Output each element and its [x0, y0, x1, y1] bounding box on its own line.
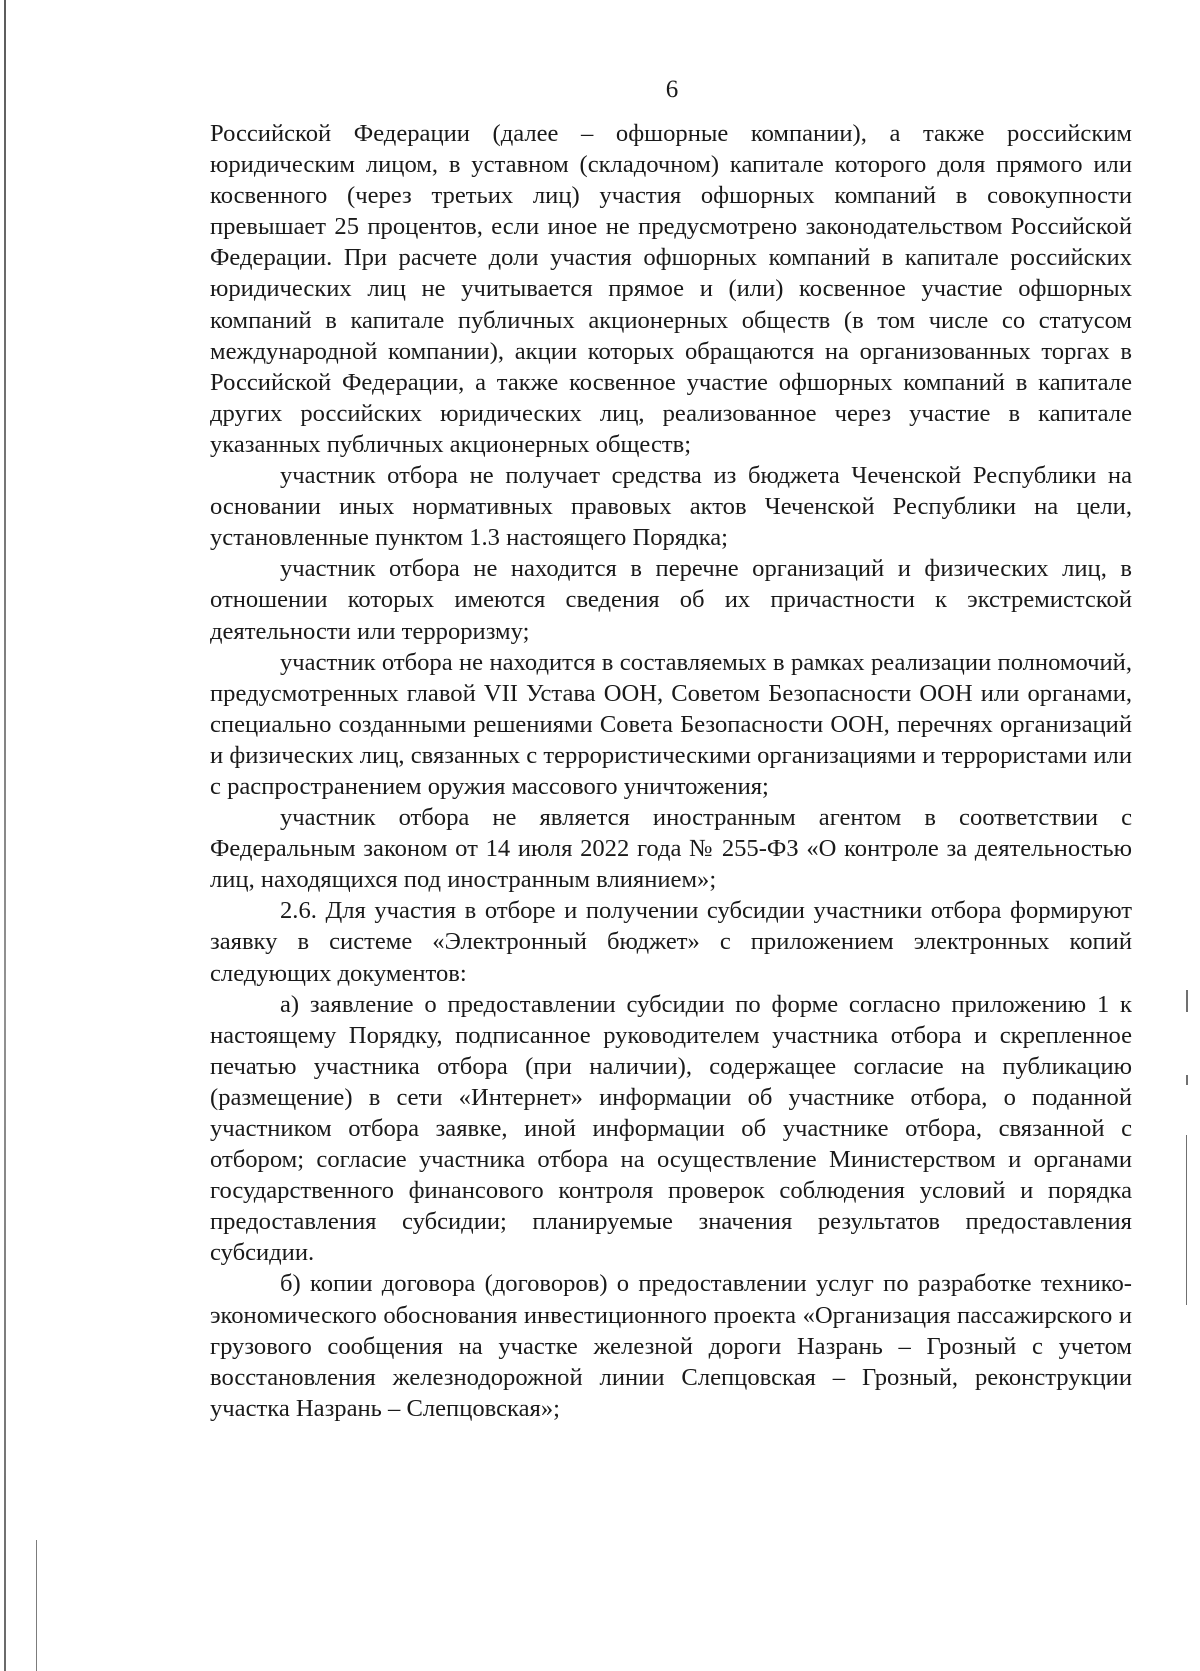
- scan-edge-left-lower: [36, 1540, 37, 1671]
- paragraph-extremism-list: участник отбора не находится в перечне организаций и физических лиц, в отношении которых имеются сведения об их причастности к экстремистской деятельности или терроризму;: [210, 555, 1132, 645]
- scan-mark: [1186, 990, 1188, 1012]
- document-body: [210, 118, 1132, 1424]
- paragraph-offshore-companies: Российской Федерации (далее – офшорные компании), а также российским юридическим лицом, в уставном (складочном) капитале которого доля прямого или косвенного (через третьих лиц) участия офшорных компаний в совокупности превышает 25 процентов, если иное не предусмотрено законодательством Российской Федерации. При расчете доли участия офшорных компаний в капитале российских юридических лиц не учитывается прямое и (или) косвенное участие офшорных компаний в капитале публичных акционерных обществ (в том числе со статусом международной компании), акции которых обращаются на организованных торгах в Российской Федерации, а также косвенное участие офшорных компаний в капитале других российских юридических лиц, реализованное через участие в капитале указанных публичных акционерных обществ;: [210, 120, 1132, 458]
- scan-edge-left: [4, 0, 6, 1671]
- scan-mark: [1186, 1075, 1188, 1085]
- paragraph-a-statement: а) заявление о предоставлении субсидии по форме согласно приложению 1 к настоящему Порядку, подписанное руководителем участника отбора и скрепленное печатью участника отбора (при наличии), содержащее согласие на публикацию (размещение) в сети «Интернет» информации об участнике отбора, о поданной участником отбора заявке, иной информации об участнике отбора, связанной с отбором; согласие участника отбора на осуществление Министерством и органами государственного финансового контроля проверок соблюдения условий и порядка предоставления субсидии; планируемые значения результатов предоставления субсидии.: [210, 990, 1132, 1267]
- scan-mark: [1186, 1135, 1187, 1305]
- paragraph-b-contracts: б) копии договора (договоров) о предоставлении услуг по разработке технико-экономического обоснования инвестиционного проекта «Организация пассажирского и грузового сообщения на участке железной дороги Назрань – Грозный с учетом восстановления железнодорожной линии Слепцовская – Грозный, реконструкции участка Назрань – Слепцовская»;: [210, 1270, 1132, 1422]
- paragraph-budget-funds: участник отбора не получает средства из бюджета Чеченской Республики на основании иных нормативных правовых актов Чеченской Республики на цели, установленные пунктом 1.3 настоящего Порядка;: [210, 462, 1132, 552]
- page-number: 6: [665, 76, 679, 103]
- paragraph-un-security-council: участник отбора не находится в составляемых в рамках реализации полномочий, предусмотренных главой VII Устава ООН, Советом Безопасности ООН или органами, специально созданными решениями Совета Безопасности ООН, перечнях организаций и физических лиц, связанных с террористическими организациями и террористами или с распространением оружия массового уничтожения;: [210, 648, 1132, 800]
- paragraph-foreign-agent: участник отбора не является иностранным агентом в соответствии с Федеральным законом от 14 июля 2022 года № 255-ФЗ «О контроле за деятельностью лиц, находящихся под иностранным влиянием»;: [210, 804, 1132, 894]
- paragraph-2-6-application: 2.6. Для участия в отборе и получении субсидии участники отбора формируют заявку в системе «Электронный бюджет» с приложением электронных копий следующих документов:: [210, 897, 1132, 987]
